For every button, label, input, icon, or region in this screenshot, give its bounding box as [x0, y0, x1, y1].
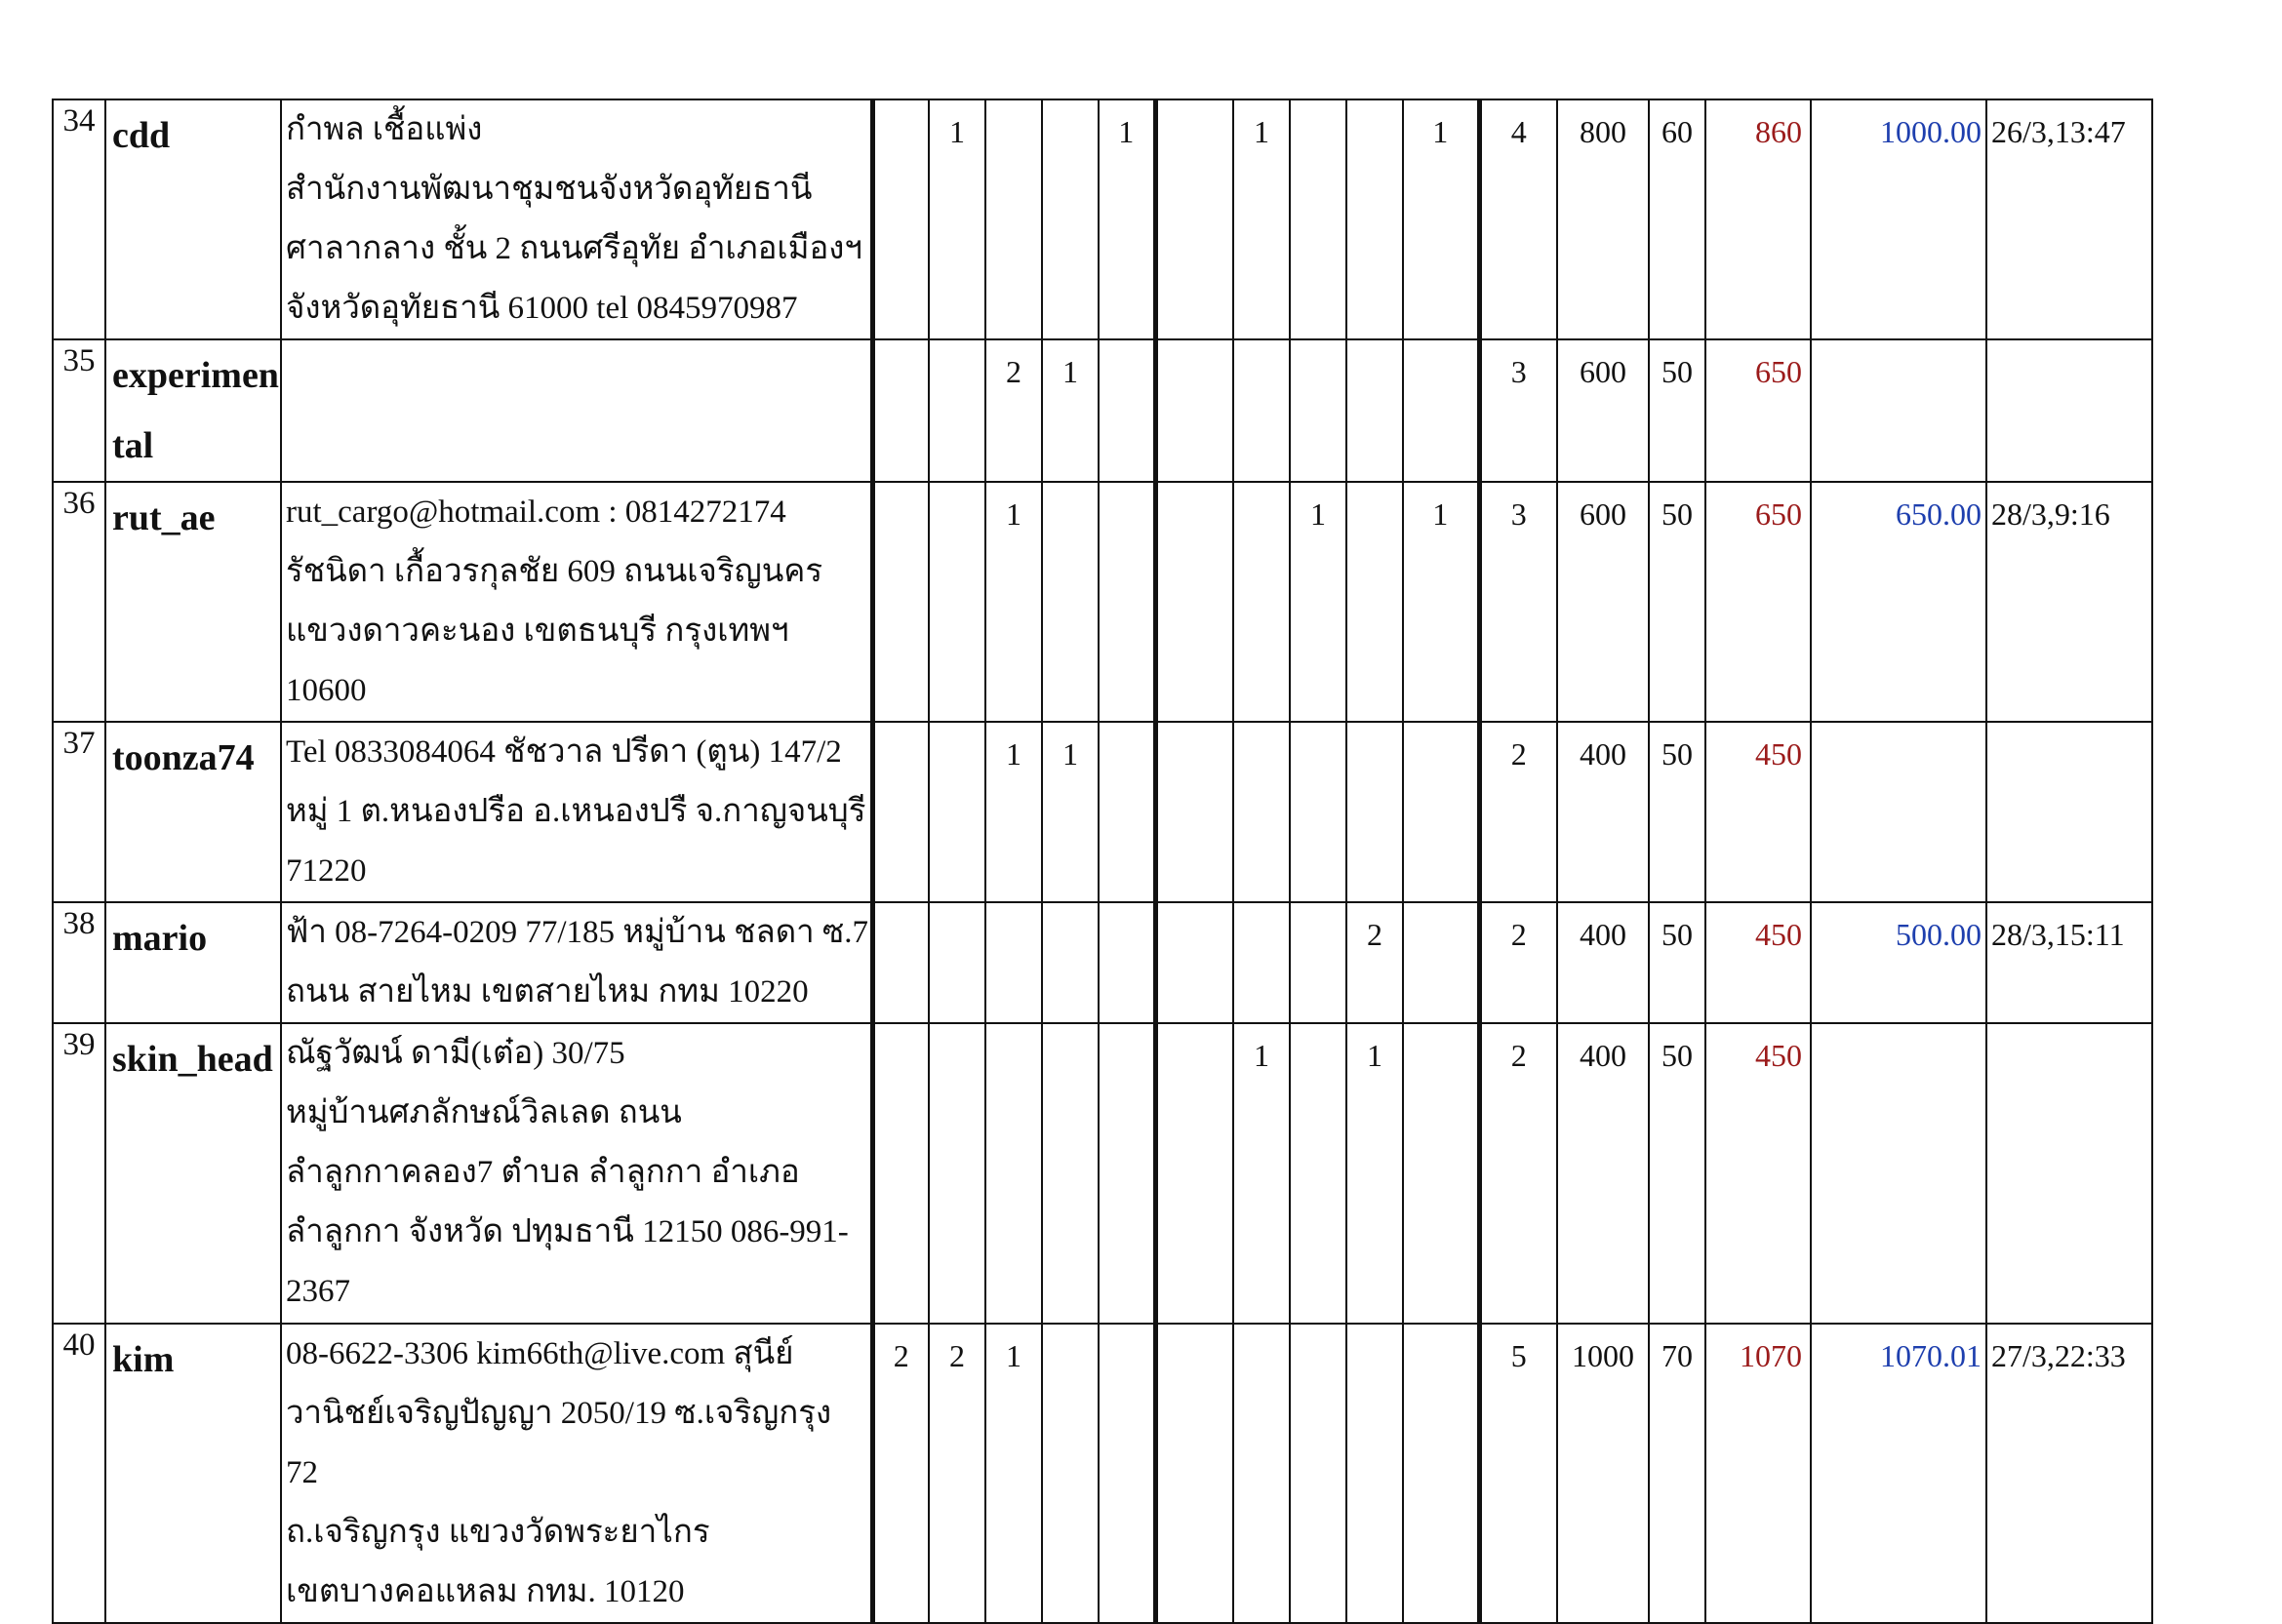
- item-qty-cell: [1155, 482, 1233, 722]
- table-row: [53, 902, 2152, 1023]
- table-row: [53, 339, 2152, 482]
- item-qty-cell: [1155, 1023, 1233, 1324]
- item-qty-cell: [1233, 1324, 1290, 1623]
- price-cell: 400: [1557, 902, 1649, 1023]
- address-cell: Tel 0833084064 ชัชวาล ปรีดา (ตูน) 147/2 หมู่ 1 ต.หนองปรือ อ.เหนองปรื จ.กาญจนบุรี 71220: [281, 722, 872, 902]
- item-qty-cell: 2: [1346, 902, 1403, 1023]
- payment-time-cell: 26/3,13:47: [1986, 99, 2152, 339]
- amount-due-cell: 450: [1705, 722, 1811, 902]
- item-qty-cell: [1403, 1023, 1479, 1324]
- username-cell: skin_head: [105, 1023, 281, 1324]
- item-qty-cell: 2: [929, 1324, 985, 1623]
- username-cell: toonza74: [105, 722, 281, 902]
- table-row: [53, 1324, 2152, 1623]
- item-qty-cell: [872, 722, 929, 902]
- item-qty-cell: [1233, 722, 1290, 902]
- total-qty-cell: 3: [1479, 339, 1557, 482]
- item-qty-cell: 2: [985, 339, 1042, 482]
- item-qty-cell: 1: [985, 1324, 1042, 1623]
- payment-time-cell: 28/3,9:16: [1986, 482, 2152, 722]
- item-qty-cell: [1403, 1324, 1479, 1623]
- address-cell: 08-6622-3306 kim66th@live.com สุนีย์ วานิชย์เจริญปัญญา 2050/19 ซ.เจริญกรุง 72 ถ.เจริญกรุง แขวงวัดพระยาไกร เขตบางคอแหลม กทม. 10120: [281, 1324, 872, 1623]
- item-qty-cell: [1155, 722, 1233, 902]
- item-qty-cell: [1099, 482, 1155, 722]
- item-qty-cell: 1: [1099, 99, 1155, 339]
- item-qty-cell: [1290, 902, 1346, 1023]
- item-qty-cell: [1042, 902, 1099, 1023]
- order-table-body: [53, 99, 2152, 1623]
- item-qty-cell: [1290, 339, 1346, 482]
- item-qty-cell: [1155, 1324, 1233, 1623]
- table-row: [53, 99, 2152, 339]
- item-qty-cell: [1290, 1023, 1346, 1324]
- item-qty-cell: [1042, 99, 1099, 339]
- item-qty-cell: [872, 1023, 929, 1324]
- item-qty-cell: [1233, 482, 1290, 722]
- username-cell: mario: [105, 902, 281, 1023]
- item-qty-cell: [929, 722, 985, 902]
- shipping-cell: 50: [1649, 902, 1705, 1023]
- item-qty-cell: [1346, 99, 1403, 339]
- address-cell: ณัฐวัฒน์ ดามี(เต๋อ) 30/75 หมู่บ้านศภลักษณ์วิลเลด ถนน ลำลูกกาคลอง7 ตำบล ลำลูกกา อำเภอ ลำลูกกา จังหวัด ปทุมธานี 12150 086-991- 2367: [281, 1023, 872, 1324]
- address-cell: กำพล เชื้อแพ่ง สำนักงานพัฒนาชุมชนจังหวัดอุทัยธานี ศาลากลาง ชั้น 2 ถนนศรีอุทัย อำเภอเมืองฯ จังหวัดอุทัยธานี 61000 tel 0845970987: [281, 99, 872, 339]
- item-qty-cell: [1403, 339, 1479, 482]
- item-qty-cell: 1: [1290, 482, 1346, 722]
- amount-paid-cell: 1000.00: [1811, 99, 1986, 339]
- shipping-cell: 60: [1649, 99, 1705, 339]
- amount-paid-cell: 500.00: [1811, 902, 1986, 1023]
- row-number-cell: 39: [53, 1023, 105, 1324]
- item-qty-cell: [1290, 1324, 1346, 1623]
- item-qty-cell: 1: [985, 722, 1042, 902]
- item-qty-cell: [929, 902, 985, 1023]
- amount-due-cell: 450: [1705, 1023, 1811, 1324]
- shipping-cell: 50: [1649, 1023, 1705, 1324]
- item-qty-cell: [1099, 339, 1155, 482]
- total-qty-cell: 5: [1479, 1324, 1557, 1623]
- item-qty-cell: [1346, 1324, 1403, 1623]
- item-qty-cell: [872, 339, 929, 482]
- payment-time-cell: [1986, 722, 2152, 902]
- price-cell: 800: [1557, 99, 1649, 339]
- item-qty-cell: [1290, 99, 1346, 339]
- item-qty-cell: 1: [1042, 339, 1099, 482]
- item-qty-cell: [1233, 339, 1290, 482]
- payment-time-cell: [1986, 1023, 2152, 1324]
- payment-time-cell: 28/3,15:11: [1986, 902, 2152, 1023]
- item-qty-cell: [929, 482, 985, 722]
- item-qty-cell: [1346, 482, 1403, 722]
- amount-paid-cell: [1811, 339, 1986, 482]
- username-cell: rut_ae: [105, 482, 281, 722]
- item-qty-cell: [929, 339, 985, 482]
- item-qty-cell: 1: [1403, 482, 1479, 722]
- shipping-cell: 50: [1649, 482, 1705, 722]
- item-qty-cell: [1233, 902, 1290, 1023]
- item-qty-cell: [1099, 1324, 1155, 1623]
- row-number-cell: 38: [53, 902, 105, 1023]
- price-cell: 600: [1557, 339, 1649, 482]
- item-qty-cell: 1: [1042, 722, 1099, 902]
- shipping-cell: 70: [1649, 1324, 1705, 1623]
- shipping-cell: 50: [1649, 722, 1705, 902]
- price-cell: 600: [1557, 482, 1649, 722]
- item-qty-cell: [1403, 722, 1479, 902]
- row-number-cell: 36: [53, 482, 105, 722]
- item-qty-cell: 1: [1403, 99, 1479, 339]
- item-qty-cell: [872, 902, 929, 1023]
- item-qty-cell: [1042, 1023, 1099, 1324]
- amount-due-cell: 860: [1705, 99, 1811, 339]
- item-qty-cell: [1155, 902, 1233, 1023]
- payment-time-cell: [1986, 339, 2152, 482]
- payment-time-cell: 27/3,22:33: [1986, 1324, 2152, 1623]
- item-qty-cell: [1403, 902, 1479, 1023]
- amount-due-cell: 450: [1705, 902, 1811, 1023]
- item-qty-cell: [1042, 1324, 1099, 1623]
- item-qty-cell: [872, 99, 929, 339]
- amount-paid-cell: [1811, 1023, 1986, 1324]
- address-cell: ฟ้า 08-7264-0209 77/185 หมู่บ้าน ชลดา ซ.7 ถนน สายไหม เขตสายไหม กทม 10220: [281, 902, 872, 1023]
- total-qty-cell: 4: [1479, 99, 1557, 339]
- item-qty-cell: [1155, 99, 1233, 339]
- address-cell: [281, 339, 872, 482]
- item-qty-cell: [1290, 722, 1346, 902]
- item-qty-cell: [1042, 482, 1099, 722]
- item-qty-cell: [985, 902, 1042, 1023]
- item-qty-cell: 2: [872, 1324, 929, 1623]
- total-qty-cell: 2: [1479, 1023, 1557, 1324]
- table-row: [53, 722, 2152, 902]
- table-row: [53, 1023, 2152, 1324]
- amount-paid-cell: 1070.01: [1811, 1324, 1986, 1623]
- table-row: [53, 482, 2152, 722]
- item-qty-cell: 1: [1233, 99, 1290, 339]
- username-cell: kim: [105, 1324, 281, 1623]
- item-qty-cell: [1346, 722, 1403, 902]
- row-number-cell: 35: [53, 339, 105, 482]
- username-cell: experimental: [105, 339, 281, 482]
- item-qty-cell: [1099, 902, 1155, 1023]
- item-qty-cell: [1099, 1023, 1155, 1324]
- amount-paid-cell: [1811, 722, 1986, 902]
- item-qty-cell: [1099, 722, 1155, 902]
- price-cell: 400: [1557, 722, 1649, 902]
- item-qty-cell: 1: [985, 482, 1042, 722]
- total-qty-cell: 2: [1479, 722, 1557, 902]
- item-qty-cell: [985, 1023, 1042, 1324]
- item-qty-cell: [1155, 339, 1233, 482]
- item-qty-cell: [929, 1023, 985, 1324]
- total-qty-cell: 3: [1479, 482, 1557, 722]
- total-qty-cell: 2: [1479, 902, 1557, 1023]
- item-qty-cell: 1: [1233, 1023, 1290, 1324]
- item-qty-cell: 1: [1346, 1023, 1403, 1324]
- row-number-cell: 37: [53, 722, 105, 902]
- item-qty-cell: [1346, 339, 1403, 482]
- shipping-cell: 50: [1649, 339, 1705, 482]
- amount-due-cell: 650: [1705, 339, 1811, 482]
- row-number-cell: 34: [53, 99, 105, 339]
- price-cell: 400: [1557, 1023, 1649, 1324]
- order-table: [52, 99, 2153, 1624]
- username-cell: cdd: [105, 99, 281, 339]
- row-number-cell: 40: [53, 1324, 105, 1623]
- amount-due-cell: 1070: [1705, 1324, 1811, 1623]
- item-qty-cell: 1: [929, 99, 985, 339]
- amount-paid-cell: 650.00: [1811, 482, 1986, 722]
- address-cell: rut_cargo@hotmail.com : 0814272174 รัชนิดา เกื้อวรกุลชัย 609 ถนนเจริญนคร แขวงดาวคะนอง เขตธนบุรี กรุงเทพฯ 10600: [281, 482, 872, 722]
- item-qty-cell: [872, 482, 929, 722]
- price-cell: 1000: [1557, 1324, 1649, 1623]
- item-qty-cell: [985, 99, 1042, 339]
- amount-due-cell: 650: [1705, 482, 1811, 722]
